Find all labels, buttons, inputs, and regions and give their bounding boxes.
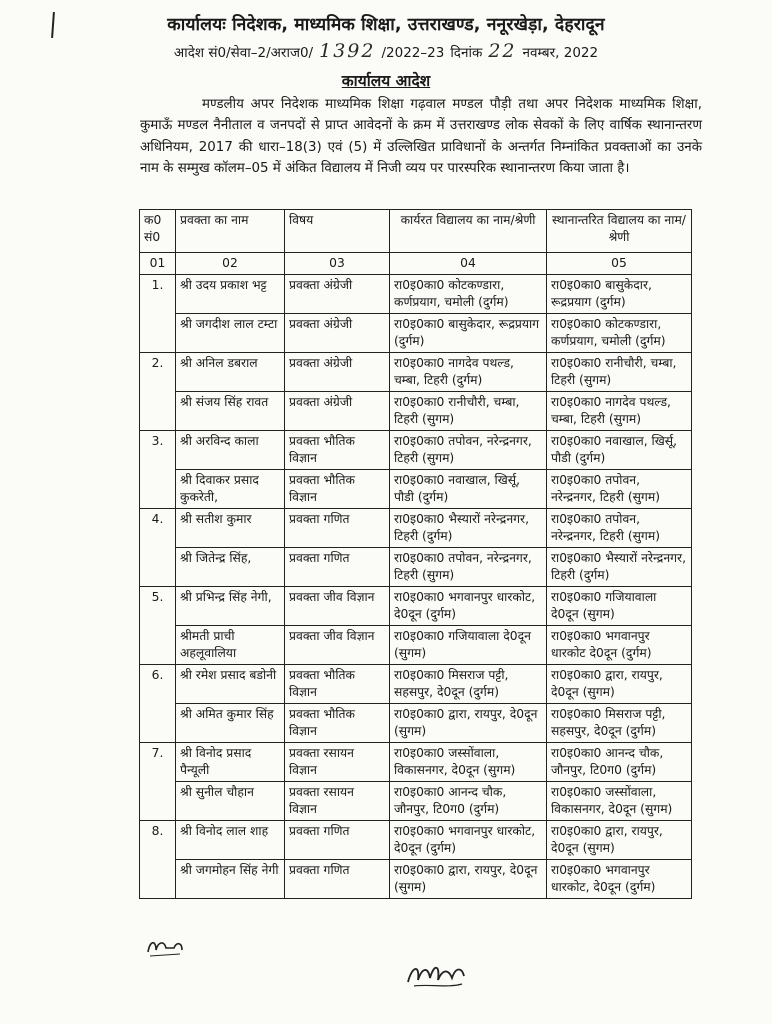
current-school-cell: रा0इ0का0 मिसराज पट्टी, सहसपुर, दे0दून (दुर्गम) [390,665,547,704]
current-school-cell: रा0इ0का0 नवाखाल, खिर्सू, पौडी (दुर्गम) [390,470,547,509]
table-row [140,587,692,626]
lecturer-name-cell: श्री जगदीश लाल टम्टा [176,314,285,353]
lecturer-name-cell: श्री रमेश प्रसाद बडोनी [176,665,285,704]
col-number: 04 [390,253,547,275]
current-school-cell: रा0इ0का0 द्वारा, रायपुर, दे0दून (सुगम) [390,860,547,899]
date-label: दिनांक [450,45,483,61]
order-number: 1392 [319,40,376,62]
transfer-school-cell: रा0इ0का0 गजियावाला दे0दून (सुगम) [547,587,692,626]
transfer-school-cell: रा0इ0का0 आनन्द चौक, जौनपुर, टि0ग0 (दुर्गम) [547,743,692,782]
col-header-current-school: कार्यरत विद्यालय का नाम/श्रेणी [390,210,547,253]
column-number-row [140,253,692,275]
current-school-cell: रा0इ0का0 बासुकेदार, रूद्रप्रयाग (दुर्गम) [390,314,547,353]
col-header-name: प्रवक्ता का नाम [176,210,285,253]
transfer-school-cell: रा0इ0का0 भगवानपुर धारकोट दे0दून (दुर्गम) [547,626,692,665]
transfer-school-cell: रा0इ0का0 बासुकेदार, रूद्रप्रयाग (दुर्गम) [547,275,692,314]
lecturer-name-cell: श्री सतीश कुमार [176,509,285,548]
transfer-school-cell: रा0इ0का0 मिसराज पट्टी, सहसपुर, दे0दून (दुर्गम) [547,704,692,743]
col-number: 01 [140,253,176,275]
transfer-school-cell: रा0इ0का0 रानीचौरी, चम्बा, टिहरी (सुगम) [547,353,692,392]
serial-number-cell: 7. [140,743,176,821]
table-row [140,821,692,860]
subject-cell: प्रवक्ता अंग्रेजी [285,353,390,392]
transfer-school-cell: रा0इ0का0 नवाखाल, खिर्सू, पौडी (दुर्गम) [547,431,692,470]
transfer-school-cell: रा0इ0का0 भैस्यारों नरेन्द्रनगर, टिहरी (दुर्गम) [547,548,692,587]
current-school-cell: रा0इ0का0 भैस्यारों नरेन्द्रनगर, टिहरी (दुर्गम) [390,509,547,548]
current-school-cell: रा0इ0का0 गजियावाला दे0दून (सुगम) [390,626,547,665]
transfer-school-cell: रा0इ0का0 नागदेव पथल्ड, चम्बा, टिहरी (सुगम) [547,392,692,431]
subject-cell: प्रवक्ता गणित [285,509,390,548]
subject-cell: प्रवक्ता रसायन विज्ञान [285,782,390,821]
table-row [140,743,692,782]
serial-number-cell: 5. [140,587,176,665]
table-row [140,470,692,509]
table-row [140,275,692,314]
subject-cell: प्रवक्ता अंग्रेजी [285,275,390,314]
transfer-school-cell: रा0इ0का0 तपोवन, नरेन्द्रनगर, टिहरी (सुगम) [547,509,692,548]
col-number: 05 [547,253,692,275]
current-school-cell: रा0इ0का0 द्वारा, रायपुर, दे0दून (सुगम) [390,704,547,743]
serial-number-cell: 2. [140,353,176,431]
current-school-cell: रा0इ0का0 तपोवन, नरेन्द्रनगर, टिहरी (सुगम) [390,431,547,470]
table-row [140,860,692,899]
subject-cell: प्रवक्ता जीव विज्ञान [285,626,390,665]
order-reference [0,40,772,62]
col-header-subject: विषय [285,210,390,253]
office-name: कार्यालयः निदेशक, माध्यमिक शिक्षा, उत्तराखण्ड, ननूरखेड़ा, देहरादून [167,15,605,35]
order-body-text: मण्डलीय अपर निदेशक माध्यमिक शिक्षा गढ़वाल मण्डल पौड़ी तथा अपर निदेशक माध्यमिक शिक्षा, कुमाऊँ मण्डल नैनीताल व जनपदों से प्राप्त आवेदनों के क्रम में उत्तराखण्ड लोक सेवकों के लिए वार्षिक स्थानान्तरण अधिनियम, 2017 की धारा–18(3) एवं (5) में उल्लिखित प्राविधानों के अन्तर्गत निम्नांकित प्रवक्ताओं का उनके नाम के सम्मुख कॉलम–05 में अंकित विद्यालय में निजी व्यय पर पारस्परिक स्थानान्तरण किया जाता है। [140,97,702,177]
transfer-school-cell: रा0इ0का0 तपोवन, नरेन्द्रनगर, टिहरी (सुगम) [547,470,692,509]
lecturer-name-cell: श्री अरविन्द काला [176,431,285,470]
document-title: कार्यालय आदेश [341,72,431,90]
date-day: 22 [488,40,517,62]
col-header-transfer-school: स्थानान्तरित विद्यालय का नाम/श्रेणी [547,210,692,253]
current-school-cell: रा0इ0का0 तपोवन, नरेन्द्रनगर, टिहरी (सुगम) [390,548,547,587]
letterhead [0,12,772,91]
serial-number-cell: 1. [140,275,176,353]
table-row [140,509,692,548]
table-row [140,548,692,587]
lecturer-name-cell: श्री संजय सिंह रावत [176,392,285,431]
subject-cell: प्रवक्ता अंग्रेजी [285,314,390,353]
order-suffix: /2022–23 [381,45,445,61]
current-school-cell: रा0इ0का0 भगवानपुर धारकोट, दे0दून (दुर्गम) [390,587,547,626]
subject-cell: प्रवक्ता भौतिक विज्ञान [285,470,390,509]
current-school-cell: रा0इ0का0 कोटकण्डारा, कर्णप्रयाग, चमोली (दुर्गम) [390,275,547,314]
serial-number-cell: 3. [140,431,176,509]
table-row [140,626,692,665]
col-number: 02 [176,253,285,275]
initials-signature [146,936,186,962]
lecturer-name-cell: श्री अमित कुमार सिंह [176,704,285,743]
lecturer-name-cell: श्री उदय प्रकाश भट्ट [176,275,285,314]
lecturer-name-cell: श्री दिवाकर प्रसाद कुकरेती, [176,470,285,509]
transfer-school-cell: रा0इ0का0 द्वारा, रायपुर, दे0दून (सुगम) [547,665,692,704]
order-prefix: आदेश सं0/सेवा–2/अराज0/ [173,45,314,61]
lecturer-name-cell: श्री सुनील चौहान [176,782,285,821]
table-row [140,392,692,431]
col-number: 03 [285,253,390,275]
current-school-cell: रा0इ0का0 नागदेव पथल्ड, चम्बा, टिहरी (दुर्गम) [390,353,547,392]
table-row [140,665,692,704]
date-rest: नवम्बर, 2022 [522,45,599,61]
table-header-row [140,210,692,253]
current-school-cell: रा0इ0का0 आनन्द चौक, जौनपुर, टि0ग0 (दुर्गम) [390,782,547,821]
subject-cell: प्रवक्ता गणित [285,548,390,587]
lecturer-name-cell: श्रीमती प्राची अहलूवालिया [176,626,285,665]
current-school-cell: रा0इ0का0 भगवानपुर धारकोट, दे0दून (दुर्गम) [390,821,547,860]
lecturer-name-cell: श्री विनोद प्रसाद पैन्यूली [176,743,285,782]
subject-cell: प्रवक्ता भौतिक विज्ञान [285,431,390,470]
lecturer-name-cell: श्री अनिल डबराल [176,353,285,392]
table-row [140,314,692,353]
col-header-sno: क0 सं0 [140,210,176,253]
subject-cell: प्रवक्ता भौतिक विज्ञान [285,665,390,704]
subject-cell: प्रवक्ता भौतिक विज्ञान [285,704,390,743]
subject-cell: प्रवक्ता जीव विज्ञान [285,587,390,626]
subject-cell: प्रवक्ता रसायन विज्ञान [285,743,390,782]
table-row [140,782,692,821]
table-row [140,704,692,743]
table-row [140,431,692,470]
lecturer-name-cell: श्री जितेन्द्र सिंह, [176,548,285,587]
current-school-cell: रा0इ0का0 रानीचौरी, चम्बा, टिहरी (सुगम) [390,392,547,431]
transfer-school-cell: रा0इ0का0 द्वारा, रायपुर, दे0दून (सुगम) [547,821,692,860]
serial-number-cell: 8. [140,821,176,899]
officer-signature [404,958,468,998]
table-body [140,275,692,899]
serial-number-cell: 4. [140,509,176,587]
subject-cell: प्रवक्ता गणित [285,821,390,860]
subject-cell: प्रवक्ता गणित [285,860,390,899]
transfer-school-cell: रा0इ0का0 जस्सोंवाला, विकासनगर, दे0दून (सुगम) [547,782,692,821]
transfer-school-cell: रा0इ0का0 कोटकण्डारा, कर्णप्रयाग, चमोली (दुर्गम) [547,314,692,353]
current-school-cell: रा0इ0का0 जस्सोंवाला, विकासनगर, दे0दून (सुगम) [390,743,547,782]
subject-cell: प्रवक्ता अंग्रेजी [285,392,390,431]
lecturer-name-cell: श्री जगमोहन सिंह नेगी [176,860,285,899]
transfer-table [139,209,692,899]
transfer-school-cell: रा0इ0का0 भगवानपुर धारकोट, दे0दून (दुर्गम) [547,860,692,899]
serial-number-cell: 6. [140,665,176,743]
table-row [140,353,692,392]
lecturer-name-cell: श्री प्रभिन्द्र सिंह नेगी, [176,587,285,626]
lecturer-name-cell: श्री विनोद लाल शाह [176,821,285,860]
